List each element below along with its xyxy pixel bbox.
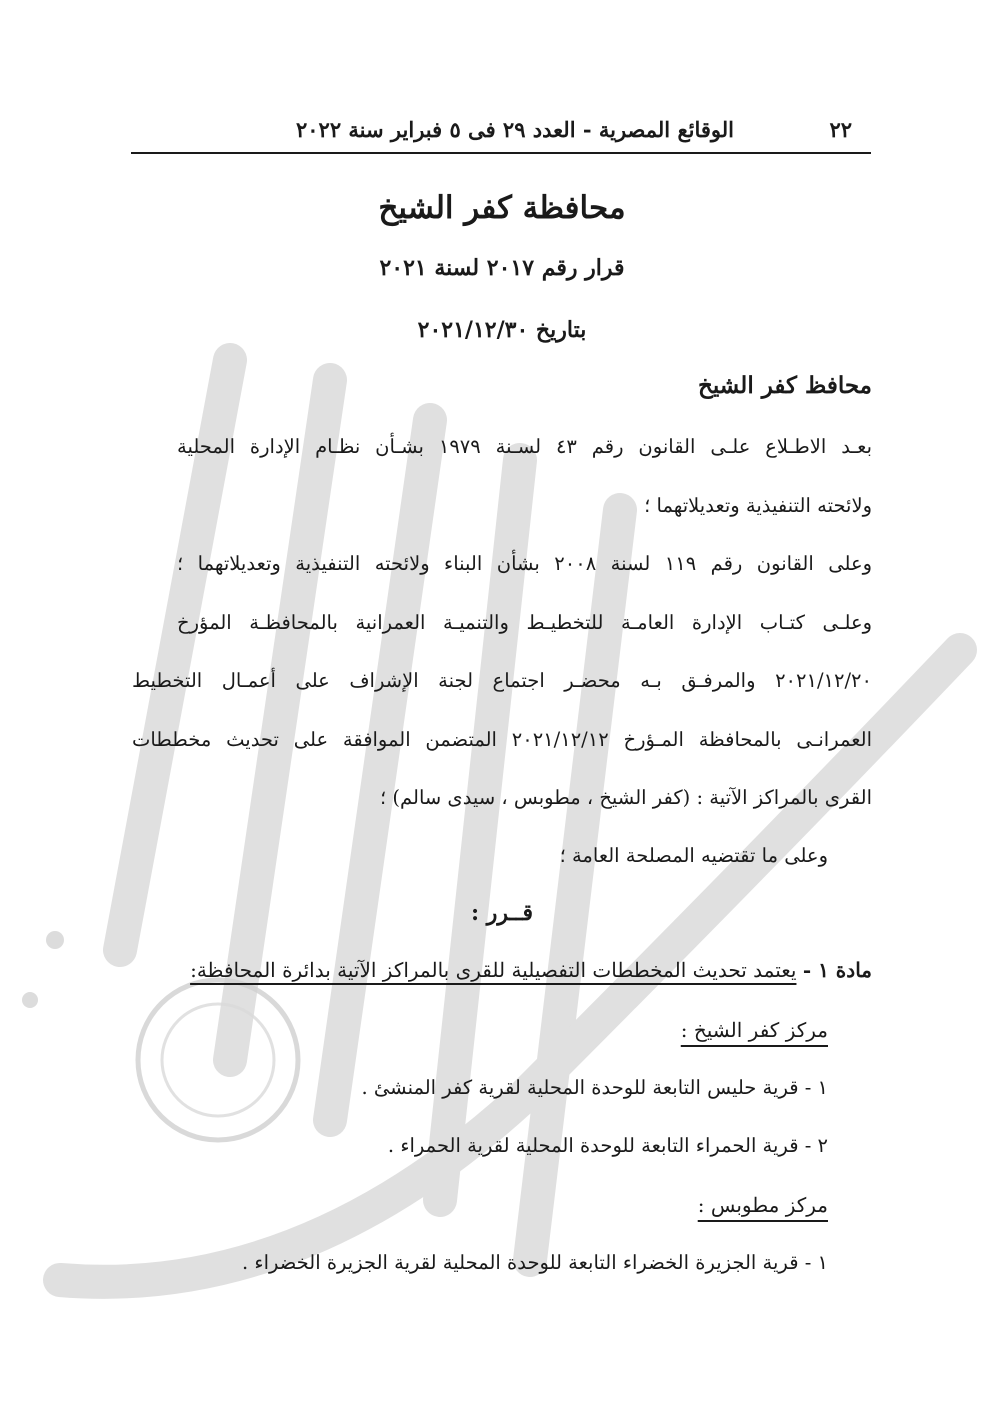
list-item: ١ - قرية الجزيرة الخضراء التابعة للوحدة المحلية لقرية الجزيرة الخضراء . xyxy=(242,1251,828,1274)
preamble-line-7: القرى بالمراكز الآتية : (كفر الشيخ ، مطوبس ، سيدى سالم) ؛ xyxy=(380,786,872,809)
preamble-line-4: وعلـى كتـاب الإدارة العامـة للتخطيـط والتنميـة العمرانية بالمحافظـة المؤرخ xyxy=(177,611,872,634)
preamble-line-5: ٢٠٢١/١٢/٢٠ والمرفـق بـه محضـر اجتماع لجنة الإشراف على أعمـال التخطيط xyxy=(132,669,872,692)
issuer-heading: محافظ كفر الشيخ xyxy=(698,372,872,399)
article-1-label: مادة ١ - xyxy=(802,958,872,982)
decided-heading: قــرر : xyxy=(471,900,533,926)
article-1-text: يعتمد تحديث المخططات التفصيلية للقرى بالمراكز الآتية بدائرة المحافظة: xyxy=(190,958,797,982)
page-number: ٢٢ xyxy=(829,117,852,142)
preamble-line-6: العمرانـى بالمحافظة المـؤرخ ٢٠٢١/١٢/١٢ المتضمن الموافقة على تحديث مخططات xyxy=(132,728,872,751)
decree-number: قرار رقم ٢٠١٧ لسنة ٢٠٢١ xyxy=(379,255,625,281)
list-item: ٢ - قرية الحمراء التابعة للوحدة المحلية لقرية الحمراء . xyxy=(387,1134,828,1157)
seal-icon xyxy=(138,980,298,1140)
running-head: الوقائع المصرية - العدد ٢٩ فى ٥ فبراير سنة ٢٠٢٢ xyxy=(295,117,734,142)
governorate-title: محافظة كفر الشيخ xyxy=(378,190,626,226)
center-heading-mutubas: مركز مطوبس : xyxy=(697,1193,828,1217)
preamble-line-2: ولائحته التنفيذية وتعديلاتهما ؛ xyxy=(644,494,872,517)
header-rule xyxy=(131,152,871,154)
preamble-line-3: وعلى القانون رقم ١١٩ لسنة ٢٠٠٨ بشأن البناء ولائحته التنفيذية وتعديلاتهما ؛ xyxy=(177,552,872,575)
preamble-line-1: بعـد الاطـلاع علـى القانون رقم ٤٣ لسـنة ١٩٧٩ بشـأن نظـام الإدارة المحلية xyxy=(177,435,872,458)
center-heading-kafr-el-sheikh: مركز كفر الشيخ : xyxy=(680,1018,828,1042)
list-item: ١ - قرية حليس التابعة للوحدة المحلية لقرية كفر المنشئ . xyxy=(361,1076,828,1099)
article-1 xyxy=(190,958,872,982)
preamble-line-8: وعلى ما تقتضيه المصلحة العامة ؛ xyxy=(559,844,828,867)
decree-date: بتاريخ ٢٠٢١/١٢/٣٠ xyxy=(417,317,587,343)
